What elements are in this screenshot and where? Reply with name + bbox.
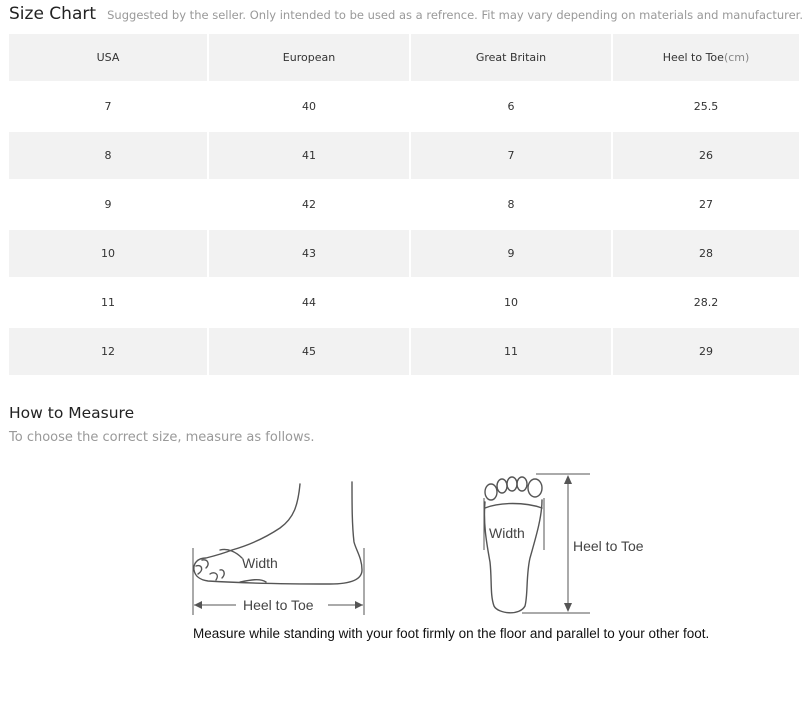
table-row	[9, 132, 799, 181]
great-britain-cell: 10	[411, 279, 613, 328]
heel-to-toe-cell: 29	[613, 328, 799, 377]
sole-length-arrowhead-bottom	[564, 603, 572, 612]
heel-to-toe-cell: 28	[613, 230, 799, 279]
side-length-label: Heel to Toe	[243, 597, 314, 613]
heel-to-toe-cell: 28.2	[613, 279, 799, 328]
usa-cell: 7	[9, 83, 209, 132]
heel-to-toe-cell: 26	[613, 132, 799, 181]
usa-cell: 8	[9, 132, 209, 181]
size-chart-header	[9, 4, 803, 24]
column-header-heel-to-toe	[613, 34, 799, 83]
usa-cell: 10	[9, 230, 209, 279]
table-row	[9, 328, 799, 377]
table-row	[9, 83, 799, 132]
table-row	[9, 279, 799, 328]
sole-length-label: Heel to Toe	[573, 538, 644, 554]
usa-cell: 9	[9, 181, 209, 230]
heel-to-toe-cell: 25.5	[613, 83, 799, 132]
side-width-label: Width	[242, 555, 278, 571]
column-header-great-britain: Great Britain	[411, 34, 613, 83]
great-britain-cell: 8	[411, 181, 613, 230]
column-header-usa: USA	[9, 34, 209, 83]
great-britain-cell: 11	[411, 328, 613, 377]
great-britain-cell: 9	[411, 230, 613, 279]
great-britain-cell: 6	[411, 83, 613, 132]
usa-cell: 11	[9, 279, 209, 328]
table-row	[9, 230, 799, 279]
size-table	[9, 34, 799, 377]
column-header-european: European	[209, 34, 411, 83]
how-to-measure-title: How to Measure	[9, 404, 135, 422]
side-length-arrowhead-right	[355, 601, 363, 609]
european-cell: 43	[209, 230, 411, 279]
unit-label: (cm)	[723, 51, 750, 64]
table-row	[9, 181, 799, 230]
side-foot-illustration	[194, 482, 362, 584]
heel-to-toe-label: Heel to Toe	[662, 51, 724, 64]
european-cell: 45	[209, 328, 411, 377]
heel-to-toe-cell: 27	[613, 181, 799, 230]
sole-length-arrowhead-top	[564, 475, 572, 484]
foot-measure-diagram	[180, 470, 644, 620]
european-cell: 44	[209, 279, 411, 328]
side-length-arrowhead-left	[194, 601, 202, 609]
sole-width-label: Width	[489, 525, 525, 541]
size-chart-subtitle: Suggested by the seller. Only intended to be used as a refrence. Fit may vary depending on materials and manufacturer.	[107, 8, 803, 22]
how-to-measure-subtitle: To choose the correct size, measure as follows.	[9, 430, 315, 445]
sole-foot-illustration	[484, 477, 542, 613]
measure-instruction: Measure while standing with your foot firmly on the floor and parallel to your other foot.	[193, 626, 710, 641]
european-cell: 42	[209, 181, 411, 230]
european-cell: 41	[209, 132, 411, 181]
size-table-header-row	[9, 34, 799, 83]
great-britain-cell: 7	[411, 132, 613, 181]
usa-cell: 12	[9, 328, 209, 377]
size-chart-title: Size Chart	[9, 4, 97, 24]
european-cell: 40	[209, 83, 411, 132]
